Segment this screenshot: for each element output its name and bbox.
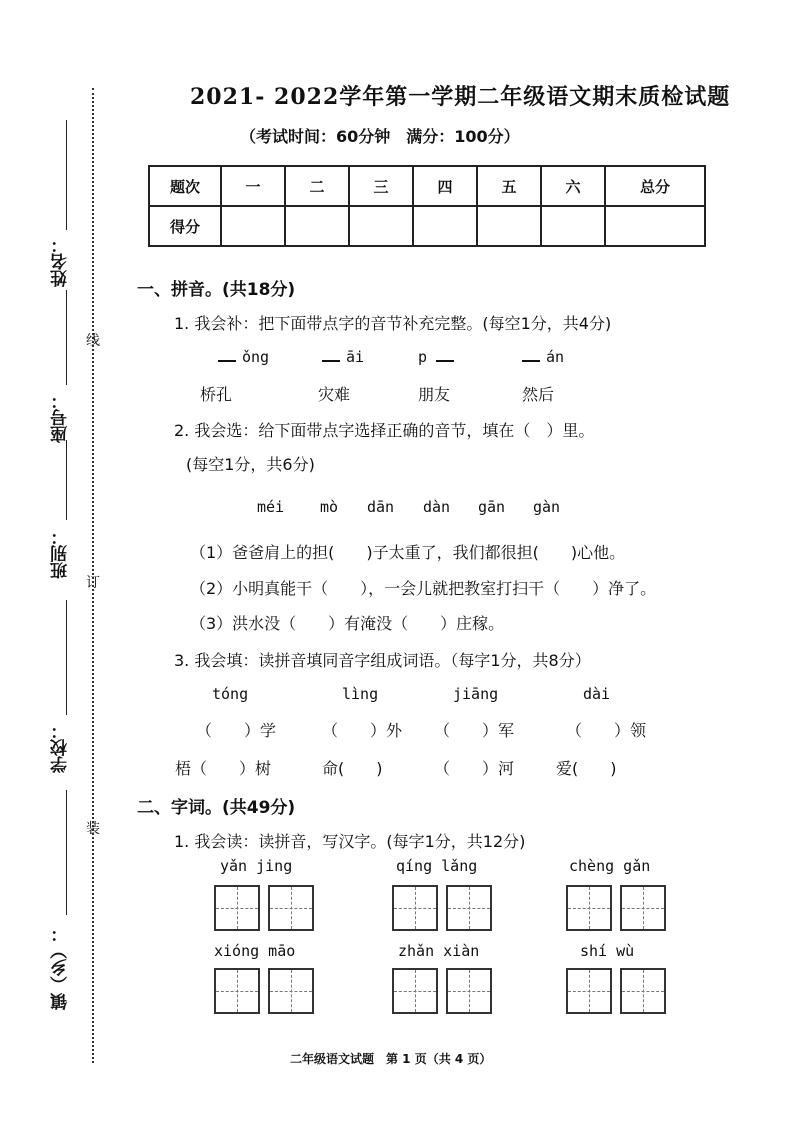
tianzi-box[interactable] (268, 885, 314, 931)
pinyin-blank[interactable] (322, 360, 340, 362)
s1q2-option: mò (320, 498, 339, 516)
pinyin-blank[interactable] (436, 360, 454, 362)
s1q3-row1-item: （ ）军 (434, 721, 515, 740)
score-header-cell: 六 (541, 166, 605, 206)
s1q2-option: dān (367, 498, 395, 516)
s1q3-prompt: 3. 我会填：读拼音填同音字组成词语。（每字1分，共8分） (174, 651, 591, 670)
score-header-cell: 二 (285, 166, 349, 206)
s1q1-pinyin-3[interactable] (418, 348, 460, 366)
score-table-header-row (149, 166, 705, 206)
s1q3-row2-item: 爱( ) (556, 759, 617, 778)
score-input-cell[interactable] (605, 206, 705, 246)
s2q1-pinyin: chèng gǎn (569, 857, 651, 875)
s1q1-pinyin-1[interactable] (218, 348, 269, 366)
pinyin-text: ǒng (242, 348, 270, 366)
score-input-cell[interactable] (349, 206, 413, 246)
s1q3-row1-item: （ ）外 (322, 721, 403, 740)
s1q1-word-4: 然后 (522, 385, 555, 404)
s1q3-row2-item: （ ）河 (434, 759, 515, 778)
s1q3-row1-item: （ ）领 (566, 721, 647, 740)
pinyin-text: án (546, 348, 565, 366)
s2q1-pinyin: zhǎn xiàn (398, 942, 480, 960)
s1q3-pinyin-2: lìng (342, 685, 379, 703)
score-input-cell[interactable] (477, 206, 541, 246)
s2q1-prompt: 1. 我会读：读拼音，写汉字。(每字1分，共12分) (174, 832, 526, 851)
tianzi-box[interactable] (566, 885, 612, 931)
class-label: 班别： (51, 528, 71, 579)
s1q2-item-1: （1）爸爸肩上的担( )子太重了，我们都很担( )心他。 (190, 543, 626, 562)
tianzi-box[interactable] (446, 885, 492, 931)
section1-heading: 一、拼音。(共18分) (137, 280, 296, 300)
tianzi-box[interactable] (566, 968, 612, 1014)
score-header-cell: 四 (413, 166, 477, 206)
tianzi-box[interactable] (214, 968, 260, 1014)
s1q2-option: dàn (423, 498, 451, 516)
s1q2-item-2: （2）小明真能干（ ），一会儿就把教室打扫干（ ）净了。 (190, 579, 657, 598)
s1q3-row1-item: （ ）学 (196, 721, 277, 740)
town-label: 镇（乡）： (51, 925, 71, 1010)
section2-heading: 二、字词。(共49分) (137, 798, 296, 818)
score-header-cell: 题次 (149, 166, 221, 206)
score-input-cell[interactable] (285, 206, 349, 246)
exam-subtitle: （考试时间：60分钟 满分：100分） (240, 127, 520, 146)
binding-mark-ding: 订 (86, 575, 100, 591)
score-row-label: 得分 (149, 206, 221, 246)
score-header-cell: 五 (477, 166, 541, 206)
tianzi-box[interactable] (446, 968, 492, 1014)
s1q1-pinyin-2[interactable] (322, 348, 364, 366)
s1q1-word-1: 桥孔 (200, 385, 233, 404)
score-input-cell[interactable] (221, 206, 285, 246)
s1q1-word-2: 灾难 (318, 385, 351, 404)
page-footer: 二年级语文试题 第 1 页（共 4 页） (290, 1052, 492, 1066)
binding-mark-xian: 线 (86, 333, 100, 349)
score-table-score-row (149, 206, 705, 246)
s1q2-option: gān (478, 498, 506, 516)
s1q3-row2-item: 梧（ ）树 (175, 759, 272, 778)
s2q1-pinyin: shí wù (580, 942, 635, 960)
s2q1-pinyin: yǎn jing (220, 857, 293, 875)
score-input-cell[interactable] (413, 206, 477, 246)
school-line (66, 600, 67, 715)
s1q3-row2-item: 命( ) (322, 759, 383, 778)
class-line (66, 440, 67, 520)
s1q2-prompt: 2. 我会选：给下面带点字选择正确的音节，填在（ ）里。 (174, 421, 595, 440)
seat-label: 座号： (51, 392, 71, 443)
s1q3-pinyin-4: dài (583, 685, 611, 703)
pinyin-text: p (418, 348, 428, 366)
name-label: 姓名： (51, 236, 71, 287)
tianzi-box[interactable] (392, 885, 438, 931)
seat-line (66, 290, 67, 385)
s1q2-note: (每空1分，共6分) (186, 455, 315, 474)
name-line (66, 120, 67, 230)
tianzi-box[interactable] (620, 885, 666, 931)
s1q3-pinyin-3: jiāng (453, 685, 499, 703)
s1q2-option: méi (257, 498, 285, 516)
s1q1-prompt: 1. 我会补：把下面带点字的音节补充完整。(每空1分，共4分) (174, 314, 612, 333)
exam-title: 2021- 2022学年第一学期二年级语文期末质检试题 (190, 84, 731, 110)
s1q2-item-3: （3）洪水没（ ）有淹没（ ）庄稼。 (190, 614, 505, 633)
s2q1-pinyin: xióng māo (214, 942, 296, 960)
tianzi-box[interactable] (392, 968, 438, 1014)
s1q2-option: gàn (533, 498, 561, 516)
pinyin-blank[interactable] (218, 360, 236, 362)
pinyin-blank[interactable] (522, 360, 540, 362)
score-header-cell: 三 (349, 166, 413, 206)
school-label: 学校： (51, 722, 71, 773)
tianzi-box[interactable] (214, 885, 260, 931)
score-header-cell: 总分 (605, 166, 705, 206)
town-line (66, 790, 67, 915)
s1q1-pinyin-4[interactable] (522, 348, 564, 366)
tianzi-box[interactable] (268, 968, 314, 1014)
score-header-cell: 一 (221, 166, 285, 206)
s2q1-pinyin: qíng lǎng (396, 857, 478, 875)
pinyin-text: āi (346, 348, 365, 366)
tianzi-box[interactable] (620, 968, 666, 1014)
s1q3-pinyin-1: tóng (212, 685, 249, 703)
score-table (148, 165, 706, 247)
s1q1-word-3: 朋友 (418, 385, 451, 404)
binding-mark-zhuang: 装 (86, 821, 100, 837)
score-input-cell[interactable] (541, 206, 605, 246)
